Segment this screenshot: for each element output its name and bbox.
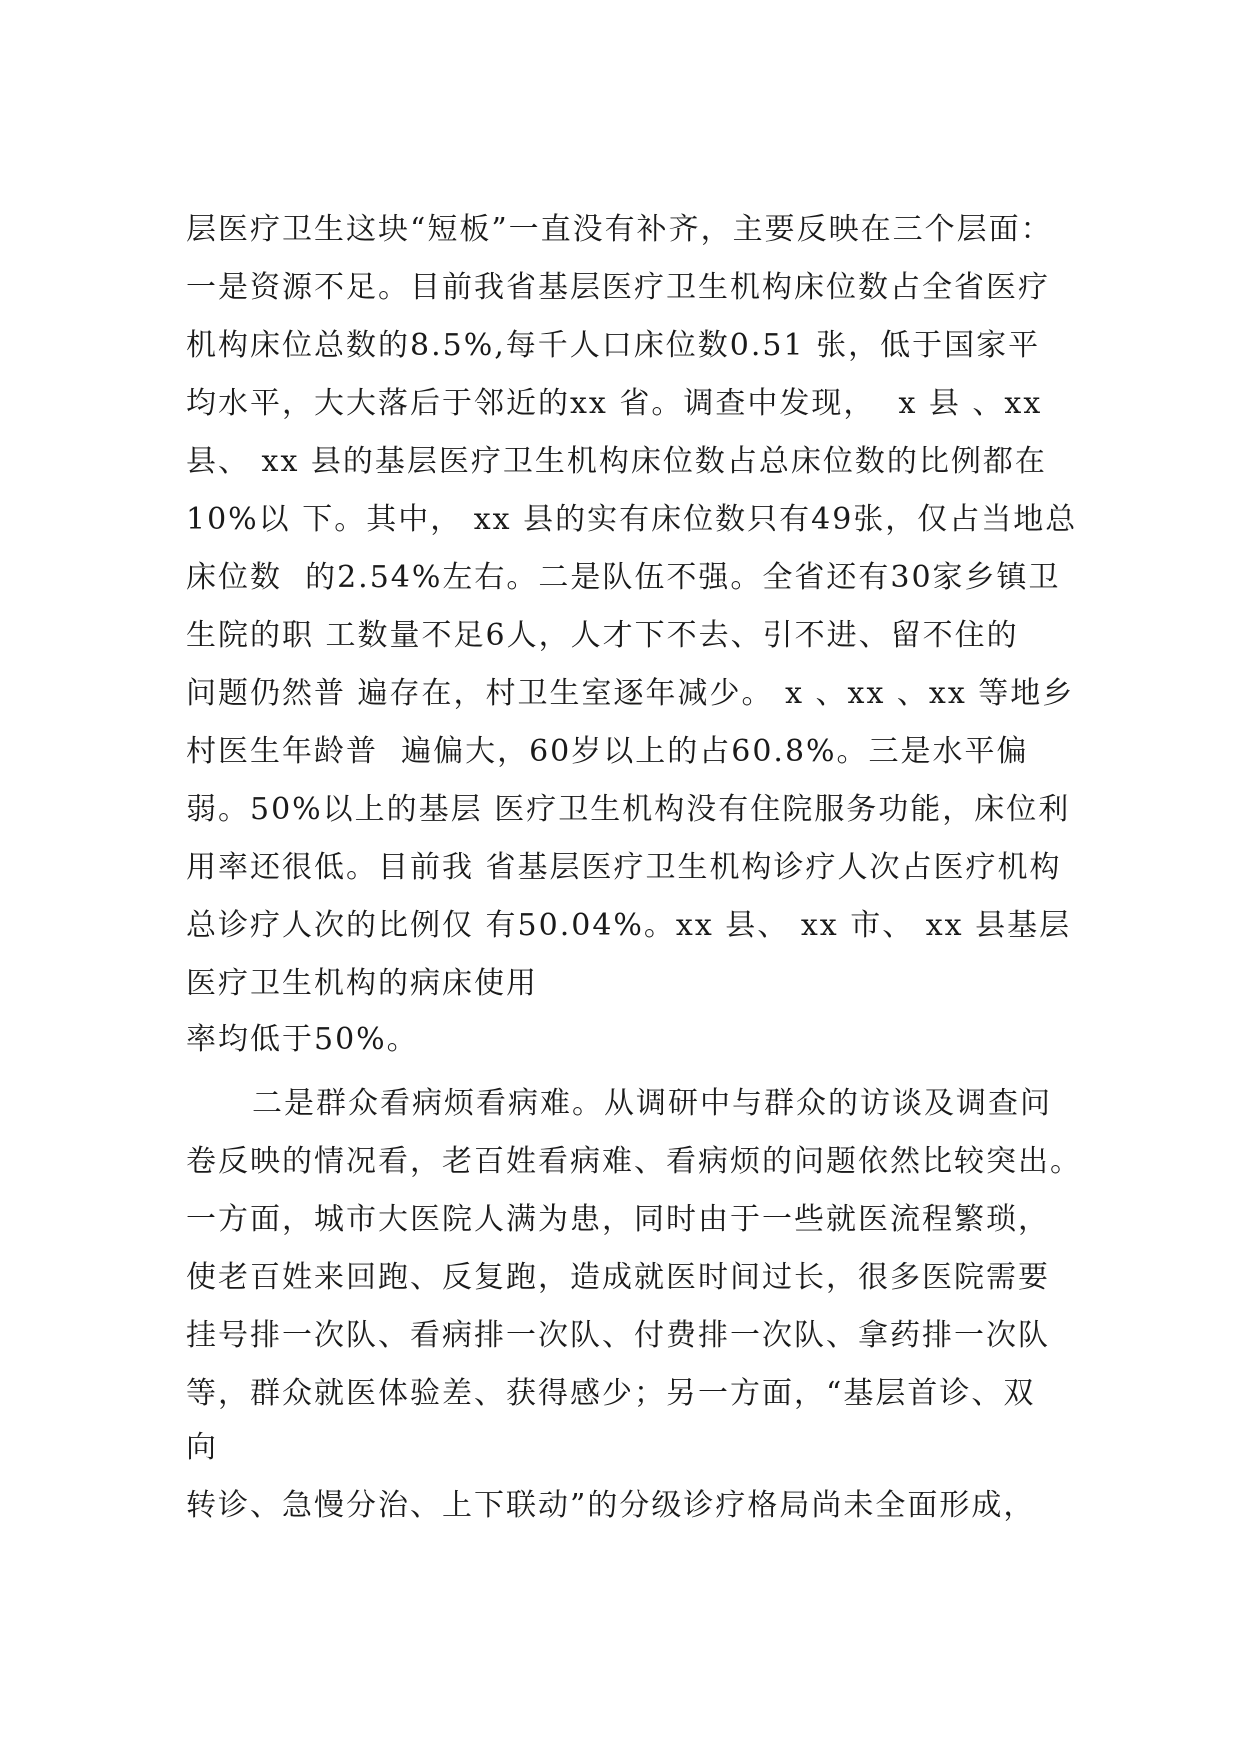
text-line: 一方面，城市大医院人满为患，同时由于一些就医流程繁琐，	[186, 1202, 1050, 1237]
text-line: 向	[186, 1430, 218, 1465]
text-line: 机构床位总数的8.5%,每千人口床位数0.51 张，低于国家平	[186, 328, 1041, 363]
text-line: 挂号排一次队、看病排一次队、付费排一次队、拿药排一次队	[186, 1318, 1050, 1353]
text-line: 问题仍然普 遍存在，村卫生室逐年减少。 x 、xx 、xx 等地乡	[186, 676, 1075, 711]
text-line: 用率还很低。目前我 省基层医疗卫生机构诊疗人次占医疗机构	[186, 850, 1062, 885]
text-line: 弱。50%以上的基层 医疗卫生机构没有住院服务功能，床位利	[186, 792, 1071, 827]
text-line: 率均低于50%。	[186, 1022, 419, 1057]
text-line: 均水平，大大落后于邻近的xx 省。调查中发现， x 县 、xx	[186, 386, 1043, 421]
text-line: 卷反映的情况看，老百姓看病难、看病烦的问题依然比较突出。	[186, 1144, 1082, 1179]
text-line: 医疗卫生机构的病床使用	[186, 966, 538, 1001]
text-line: 一是资源不足。目前我省基层医疗卫生机构床位数占全省医疗	[186, 270, 1050, 305]
paragraph-first-line: 二是群众看病烦看病难。从调研中与群众的访谈及调查问	[252, 1086, 1052, 1121]
text-line: 使老百姓来回跑、反复跑，造成就医时间过长，很多医院需要	[186, 1260, 1050, 1295]
text-line: 县、 xx 县的基层医疗卫生机构床位数占总床位数的比例都在	[186, 444, 1047, 479]
text-line: 10%以 下。其中， xx 县的实有床位数只有49张，仅占当地总	[186, 502, 1078, 537]
text-line: 村医生年龄普 遍偏大，60岁以上的占60.8%。三是水平偏	[186, 734, 1029, 769]
text-line: 转诊、急慢分治、上下联动”的分级诊疗格局尚未全面形成，	[186, 1488, 1036, 1523]
text-line: 等，群众就医体验差、获得感少；另一方面，“基层首诊、双	[186, 1376, 1036, 1411]
text-line: 层医疗卫生这块“短板”一直没有补齐，主要反映在三个层面：	[186, 212, 1053, 247]
text-line: 床位数 的2.54%左右。二是队伍不强。全省还有30家乡镇卫	[186, 560, 1061, 595]
text-line: 生院的职 工数量不足6人，人才下不去、引不进、留不住的	[186, 618, 1019, 653]
text-line: 总诊疗人次的比例仅 有50.04%。xx 县、 xx 市、 xx 县基层	[186, 908, 1072, 943]
